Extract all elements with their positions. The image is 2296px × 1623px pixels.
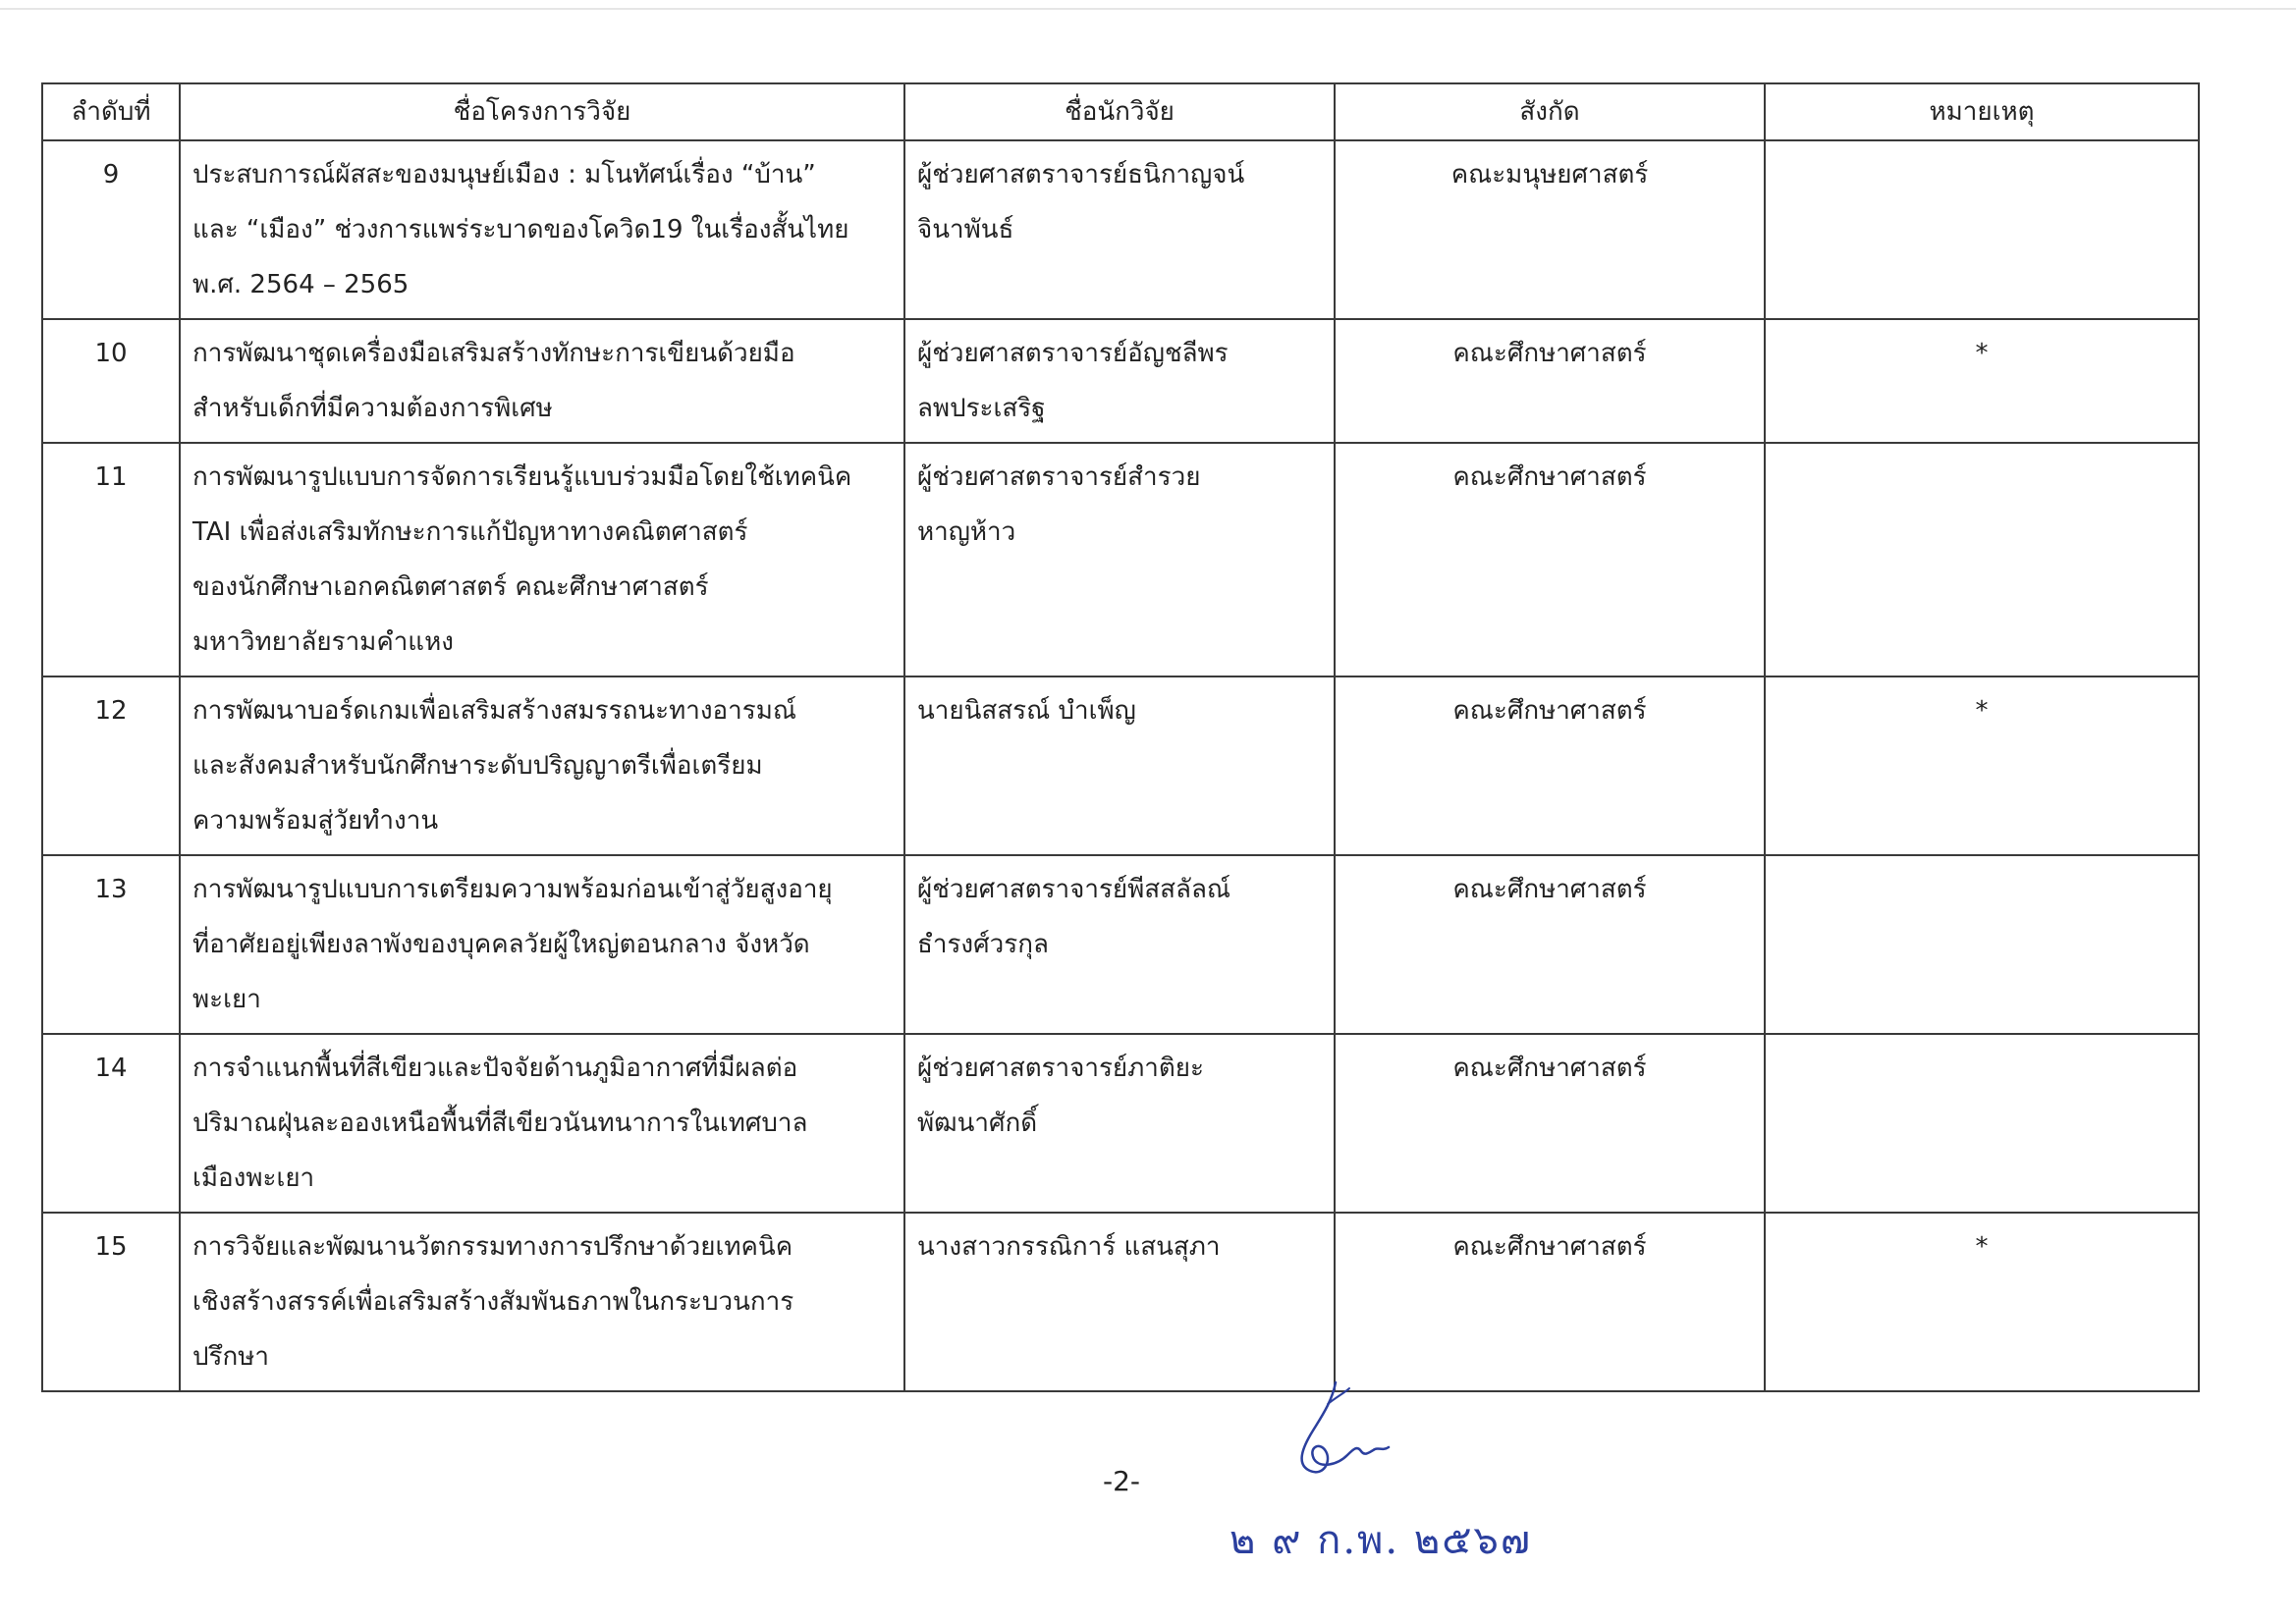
project-name-line: การจำแนกพื้นที่สีเขียวและปัจจัยด้านภูมิอากาศที่มีผลต่อ <box>192 1054 798 1083</box>
researcher-name-cell <box>904 1213 1335 1391</box>
project-name-line: ของนักศึกษาเอกคณิตศาสตร์ คณะศึกษาศาสตร์ <box>192 572 709 602</box>
table-header-row <box>42 83 2199 140</box>
project-name-line: มหาวิทยาลัยรามคำแหง <box>192 627 454 657</box>
row-number: 15 <box>42 1213 180 1391</box>
project-name-line: เมืองพะเยา <box>192 1163 315 1193</box>
researcher-name-cell <box>904 140 1335 319</box>
header-affiliation: สังกัด <box>1335 83 1765 140</box>
project-name-cell <box>180 1213 904 1391</box>
researcher-name-line: ผู้ช่วยศาสตราจารย์ธนิกาญจน์ <box>917 160 1245 189</box>
researcher-name-line: นายนิสสรณ์ บำเพ็ญ <box>917 696 1136 726</box>
project-name-line: เชิงสร้างสรรค์เพื่อเสริมสร้างสัมพันธภาพในกระบวนการ <box>192 1287 794 1317</box>
researcher-name-cell <box>904 443 1335 676</box>
researcher-name-line: ผู้ช่วยศาสตราจารย์อัญชลีพร <box>917 339 1229 368</box>
handwritten-signature <box>1267 1375 1404 1492</box>
project-name-line: ประสบการณ์ผัสสะของมนุษย์เมือง : มโนทัศน์เรื่อง “บ้าน” <box>192 160 816 189</box>
remarks-cell: * <box>1765 1213 2199 1391</box>
affiliation-cell: คณะศึกษาศาสตร์ <box>1335 676 1765 855</box>
affiliation-cell: คณะศึกษาศาสตร์ <box>1335 443 1765 676</box>
project-name-cell <box>180 676 904 855</box>
project-name-line: TAI เพื่อส่งเสริมทักษะการแก้ปัญหาทางคณิตศาสตร์ <box>192 517 748 547</box>
affiliation-cell: คณะศึกษาศาสตร์ <box>1335 319 1765 443</box>
researcher-name-line: ผู้ช่วยศาสตราจารย์ภาติยะ <box>917 1054 1204 1083</box>
project-name-line: การวิจัยและพัฒนานวัตกรรมทางการปรึกษาด้วยเทคนิค <box>192 1232 793 1262</box>
project-name-cell <box>180 140 904 319</box>
researcher-name-line: ผู้ช่วยศาสตราจารย์สำรวย <box>917 462 1201 492</box>
project-name-cell <box>180 443 904 676</box>
project-name-cell <box>180 855 904 1034</box>
researcher-name-cell <box>904 676 1335 855</box>
affiliation-cell: คณะมนุษยศาสตร์ <box>1335 140 1765 319</box>
table-row <box>42 1213 2199 1391</box>
table-row <box>42 140 2199 319</box>
project-name-line: การพัฒนาบอร์ดเกมเพื่อเสริมสร้างสมรรถนะทางอารมณ์ <box>192 696 796 726</box>
affiliation-cell: คณะศึกษาศาสตร์ <box>1335 1034 1765 1213</box>
table-row <box>42 676 2199 855</box>
table-row <box>42 855 2199 1034</box>
project-name-line: การพัฒนารูปแบบการจัดการเรียนรู้แบบร่วมมือโดยใช้เทคนิค <box>192 462 852 492</box>
project-name-line: ปริมาณฝุ่นละอองเหนือพื้นที่สีเขียวนันทนาการในเทศบาล <box>192 1109 808 1138</box>
project-name-line: สำหรับเด็กที่มีความต้องการพิเศษ <box>192 394 553 423</box>
affiliation-cell: คณะศึกษาศาสตร์ <box>1335 855 1765 1034</box>
project-name-line: ความพร้อมสู่วัยทำงาน <box>192 806 439 836</box>
researcher-name-cell <box>904 1034 1335 1213</box>
row-number: 13 <box>42 855 180 1034</box>
stamp-date: ๒ ๙ ก.พ. ๒๕๖๗ <box>1230 1518 1532 1563</box>
row-number: 14 <box>42 1034 180 1213</box>
researcher-name-line: จินาพันธ์ <box>917 215 1014 244</box>
project-name-line: ที่อาศัยอยู่เพียงลาพังของบุคคลวัยผู้ใหญ่ตอนกลาง จังหวัด <box>192 930 810 959</box>
researcher-name-line: นางสาวกรรณิการ์ แสนสุภา <box>917 1232 1221 1262</box>
researcher-name-line: ลพประเสริฐ <box>917 394 1046 423</box>
remarks-cell <box>1765 443 2199 676</box>
remarks-cell <box>1765 855 2199 1034</box>
header-number: ลำดับที่ <box>42 83 180 140</box>
project-name-line: การพัฒนารูปแบบการเตรียมความพร้อมก่อนเข้าสู่วัยสูงอายุ <box>192 875 833 904</box>
project-name-cell <box>180 1034 904 1213</box>
table-row <box>42 319 2199 443</box>
table-row <box>42 1034 2199 1213</box>
project-name-line: และ “เมือง” ช่วงการแพร่ระบาดของโควิด19 ในเรื่องสั้นไทย <box>192 215 849 244</box>
project-name-line: ปรึกษา <box>192 1342 269 1372</box>
row-number: 10 <box>42 319 180 443</box>
researcher-name-line: หาญห้าว <box>917 517 1016 547</box>
table-row <box>42 443 2199 676</box>
remarks-cell <box>1765 140 2199 319</box>
header-project-name: ชื่อโครงการวิจัย <box>180 83 904 140</box>
project-name-line: และสังคมสำหรับนักศึกษาระดับปริญญาตรีเพื่อเตรียม <box>192 751 763 781</box>
remarks-cell: * <box>1765 319 2199 443</box>
remarks-cell: * <box>1765 676 2199 855</box>
project-name-line: พะเยา <box>192 985 261 1014</box>
row-number: 11 <box>42 443 180 676</box>
header-researcher-name: ชื่อนักวิจัย <box>904 83 1335 140</box>
remarks-cell <box>1765 1034 2199 1213</box>
researcher-name-cell <box>904 855 1335 1034</box>
researcher-name-cell <box>904 319 1335 443</box>
researcher-name-line: ธำรงศ์วรกุล <box>917 930 1049 959</box>
project-name-line: การพัฒนาชุดเครื่องมือเสริมสร้างทักษะการเขียนด้วยมือ <box>192 339 795 368</box>
project-name-line: พ.ศ. 2564 – 2565 <box>192 270 410 299</box>
page-number: -2- <box>1102 1465 1141 1497</box>
top-scan-line <box>0 8 2296 10</box>
researcher-name-line: ผู้ช่วยศาสตราจารย์พีสสลัลณ์ <box>917 875 1231 904</box>
researcher-name-line: พัฒนาศักดิ์ <box>917 1109 1038 1138</box>
affiliation-cell: คณะศึกษาศาสตร์ <box>1335 1213 1765 1391</box>
project-name-cell <box>180 319 904 443</box>
row-number: 12 <box>42 676 180 855</box>
research-projects-table <box>41 82 2200 1392</box>
header-remarks: หมายเหตุ <box>1765 83 2199 140</box>
row-number: 9 <box>42 140 180 319</box>
